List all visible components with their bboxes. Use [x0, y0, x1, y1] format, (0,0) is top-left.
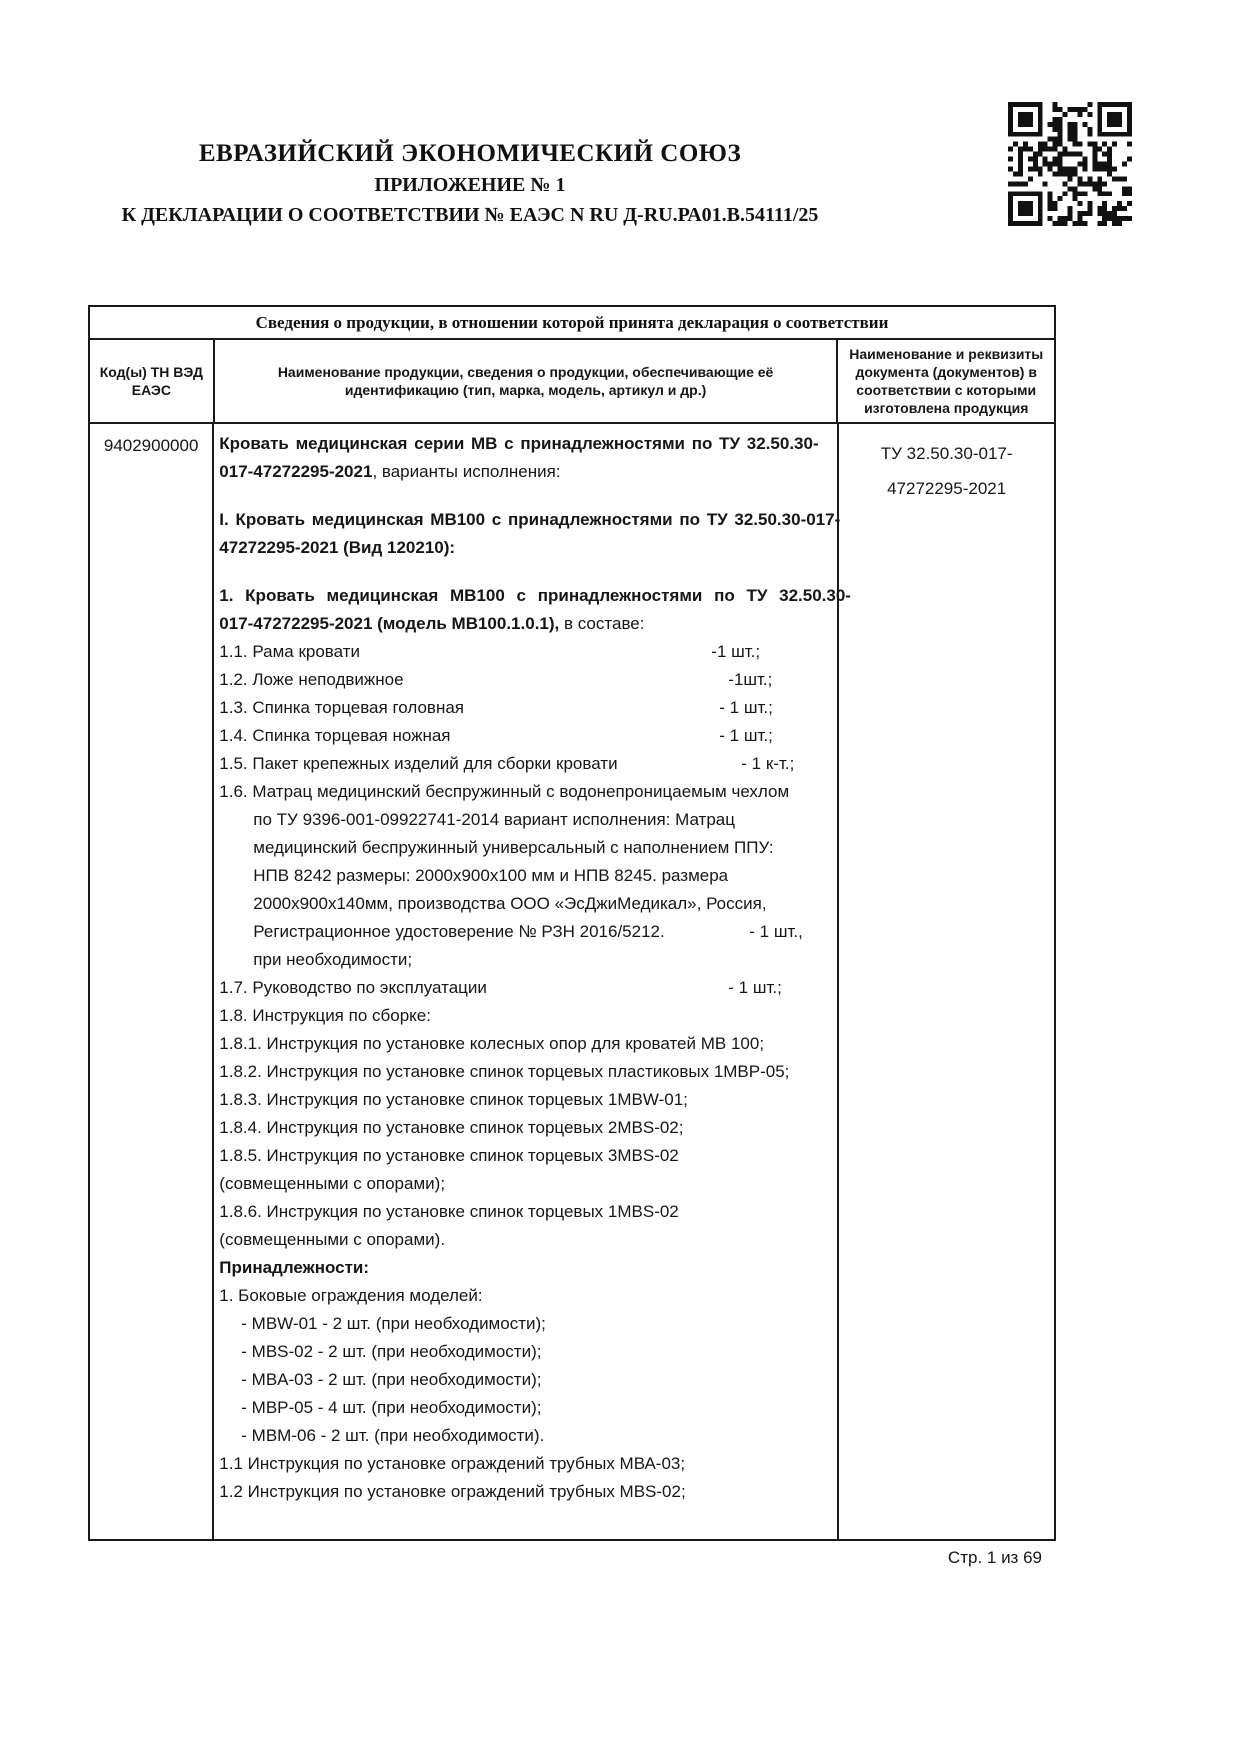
quantity: -1 шт.;: [711, 642, 761, 661]
quantity: - 1 к-т.;: [741, 754, 795, 773]
product-line: по ТУ 9396-001-09922741-2014 вариант исполнения: Матрац: [253, 810, 735, 829]
product-line: - MBA-03 - 2 шт. (при необходимости);: [241, 1370, 542, 1389]
product-line: 1.8.4. Инструкция по установке спинок торцевых 2MBS-02;: [219, 1118, 684, 1137]
product-line: 1.8. Инструкция по сборке:: [219, 1006, 431, 1025]
product-line: (совмещенными с опорами);: [219, 1174, 446, 1193]
product-line: (совмещенными с опорами).: [219, 1230, 446, 1249]
spacer-line: [219, 562, 833, 582]
qr-code-icon: [1008, 102, 1132, 226]
quantity: - 1 шт.;: [719, 726, 773, 745]
product-line: 1.2 Инструкция по установке ограждений трубных MBS-02;: [219, 1482, 686, 1501]
quantity: - 1 шт.;: [719, 698, 773, 717]
declaration-number-title: К ДЕКЛАРАЦИИ О СООТВЕТСТВИИ № ЕАЭС N RU Д-RU.РА01.В.54111/25: [121, 204, 819, 226]
product-line: 1.1. Рама кровати -1 шт.;: [219, 638, 833, 666]
product-line: Кровать медицинская серии МВ с принадлежностями по ТУ 32.50.30-: [219, 434, 819, 453]
column-header-product: Наименование продукции, сведения о продукции, обеспечивающие её идентификацию (тип, марка, модель, артикул и др.): [215, 340, 839, 422]
product-line: 1.8.1. Инструкция по установке колесных опор для кроватей МВ 100;: [219, 1034, 765, 1053]
product-line: 1. Кровать медицинская МВ100 с принадлежностями по ТУ 32.50.30-: [219, 586, 851, 605]
product-line: I. Кровать медицинская МВ100 с принадлежностями по ТУ 32.50.30-017-: [219, 510, 841, 529]
product-line: медицинский беспружинный универсальный с наполнением ППУ:: [253, 838, 774, 857]
table-header-row: [90, 340, 1054, 424]
product-line: 1.8.5. Инструкция по установке спинок торцевых 3MBS-02: [219, 1146, 679, 1165]
page-number: Стр. 1 из 69: [947, 1548, 1042, 1567]
product-line: Регистрационное удостоверение № РЗН 2016/5212. - 1 шт.,: [219, 918, 833, 946]
table-caption: Сведения о продукции, в отношении которой принята декларация о соответствии: [90, 307, 1054, 340]
product-line: при необходимости;: [253, 950, 413, 969]
appendix-title: ПРИЛОЖЕНИЕ № 1: [374, 174, 566, 196]
union-title: ЕВРАЗИЙСКИЙ ЭКОНОМИЧЕСКИЙ СОЮЗ: [198, 140, 742, 167]
column-header-code: Код(ы) ТН ВЭД ЕАЭС: [90, 340, 215, 422]
product-line: 1.8.6. Инструкция по установке спинок торцевых 1MBS-02: [219, 1202, 679, 1221]
product-line: 017-47272295-2021, варианты исполнения:: [219, 462, 561, 481]
product-line: - МВР-05 - 4 шт. (при необходимости);: [241, 1398, 542, 1417]
product-line: 2000х900х140мм, производства ООО «ЭсДжиМедикал», Россия,: [253, 894, 767, 913]
product-line: 1.8.2. Инструкция по установке спинок торцевых пластиковых 1МВР-05;: [219, 1062, 790, 1081]
product-line: 1.7. Руководство по эксплуатации - 1 шт.;: [219, 974, 833, 1002]
quantity: - 1 шт.,: [749, 922, 803, 941]
product-line: Принадлежности:: [219, 1258, 370, 1277]
manufacturing-document: ТУ 32.50.30-017- 47272295-2021: [880, 444, 1013, 498]
product-line: 1.6. Матрац медицинский беспружинный с водонепроницаемым чехлом: [219, 782, 790, 801]
product-line: 1.1 Инструкция по установке ограждений трубных МВА-03;: [219, 1454, 686, 1473]
product-description: [214, 424, 851, 1539]
product-line: 1.5. Пакет крепежных изделий для сборки кровати - 1 к-т.;: [219, 750, 833, 778]
column-header-document: Наименование и реквизиты документа (документов) в соответствии с которыми изготовлена продукция: [849, 346, 1044, 416]
product-line: НПВ 8242 размеры: 2000х900х100 мм и НПВ 8245. размера: [253, 866, 729, 885]
product-line: 1. Боковые ограждения моделей:: [219, 1286, 483, 1305]
product-line: 1.8.3. Инструкция по установке спинок торцевых 1MBW-01;: [219, 1090, 688, 1109]
product-line: - MBS-02 - 2 шт. (при необходимости);: [241, 1342, 542, 1361]
spacer-line: [219, 486, 833, 506]
product-line: 1.2. Ложе неподвижное -1шт.;: [219, 666, 833, 694]
quantity: -1шт.;: [728, 670, 773, 689]
document-header: [80, 138, 860, 230]
product-line: 1.4. Спинка торцевая ножная - 1 шт.;: [219, 722, 833, 750]
table-row: [90, 424, 1054, 1539]
product-info-table: [88, 305, 1056, 1541]
product-line: 47272295-2021 (Вид 120210):: [219, 538, 456, 557]
tnved-code: 9402900000: [90, 424, 214, 1539]
product-line: - MBW-01 - 2 шт. (при необходимости);: [241, 1314, 546, 1333]
product-line: 1.3. Спинка торцевая головная - 1 шт.;: [219, 694, 833, 722]
product-line: 017-47272295-2021 (модель МВ100.1.0.1), в составе:: [219, 614, 645, 633]
quantity: - 1 шт.;: [728, 978, 782, 997]
product-line: - МВМ-06 - 2 шт. (при необходимости).: [241, 1426, 545, 1445]
